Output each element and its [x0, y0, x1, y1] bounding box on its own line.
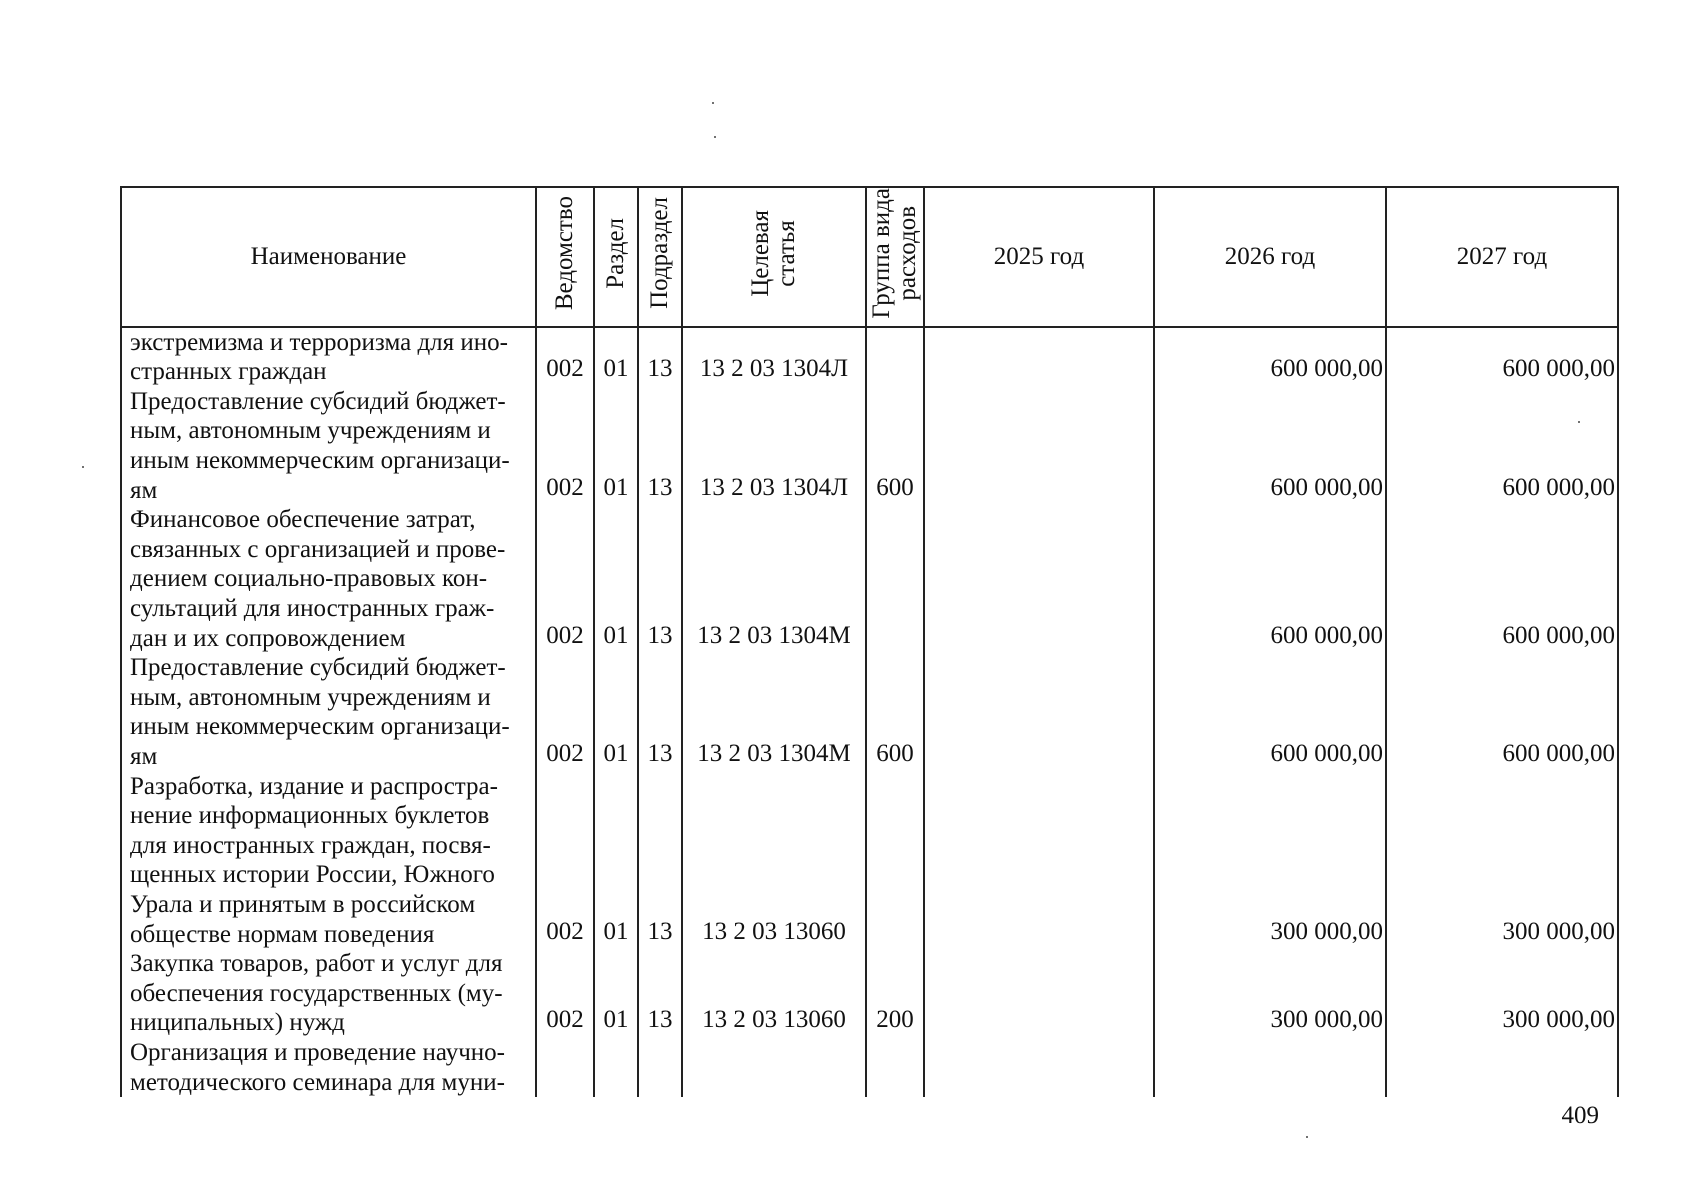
cell-celevaya: 13 2 03 13060 — [682, 949, 866, 1038]
header-name — [121, 187, 536, 327]
scan-speck — [712, 102, 714, 104]
cell-vedomstvo: 002 — [536, 772, 594, 950]
cell-gruppa: 600 — [866, 387, 924, 505]
cell-vedomstvo: 002 — [536, 327, 594, 387]
cell-vedomstvo — [536, 1038, 594, 1097]
cell-gruppa — [866, 1038, 924, 1097]
table-row — [121, 772, 1618, 950]
header-name-label: Наименование — [250, 242, 407, 270]
cell-celevaya — [682, 1038, 866, 1097]
cell-2027: 300 000,00 — [1386, 772, 1618, 950]
header-razdel-label: Раздел — [602, 217, 629, 289]
cell-name: Предоставление субсидий бюджет- ным, автономным учреждениям и иным некоммерческим организаци- ям — [121, 387, 536, 505]
table-row — [121, 653, 1618, 771]
scan-speck — [714, 136, 716, 138]
cell-2026: 300 000,00 — [1154, 949, 1386, 1038]
cell-podrazdel: 13 — [638, 505, 682, 653]
table-row — [121, 949, 1618, 1038]
scan-speck — [1578, 421, 1580, 423]
header-podrazdel — [638, 187, 682, 327]
cell-razdel: 01 — [594, 387, 638, 505]
table-row — [121, 505, 1618, 653]
cell-podrazdel — [638, 1038, 682, 1097]
cell-razdel: 01 — [594, 949, 638, 1038]
cell-podrazdel: 13 — [638, 327, 682, 387]
cell-2025 — [924, 949, 1154, 1038]
header-2026 — [1154, 187, 1386, 327]
cell-vedomstvo: 002 — [536, 653, 594, 771]
cell-razdel: 01 — [594, 653, 638, 771]
cell-gruppa: 200 — [866, 949, 924, 1038]
cell-2025 — [924, 387, 1154, 505]
cell-2025 — [924, 505, 1154, 653]
cell-2027: 600 000,00 — [1386, 387, 1618, 505]
cell-name: экстремизма и терроризма для ино- странных граждан — [121, 327, 536, 387]
cell-celevaya: 13 2 03 1304М — [682, 505, 866, 653]
cell-2027 — [1386, 1038, 1618, 1097]
cell-podrazdel: 13 — [638, 653, 682, 771]
cell-2026: 600 000,00 — [1154, 327, 1386, 387]
cell-2026: 300 000,00 — [1154, 772, 1386, 950]
header-gruppa — [866, 187, 924, 327]
cell-2027: 600 000,00 — [1386, 505, 1618, 653]
table-row — [121, 327, 1618, 387]
header-gruppa-label: Группа вида расходов — [868, 188, 921, 319]
cell-2027: 300 000,00 — [1386, 949, 1618, 1038]
cell-name: Закупка товаров, работ и услуг для обеспечения государственных (му- ниципальных) нужд — [121, 949, 536, 1038]
cell-2025 — [924, 653, 1154, 771]
cell-razdel: 01 — [594, 772, 638, 950]
header-razdel — [594, 187, 638, 327]
cell-2025 — [924, 327, 1154, 387]
cell-vedomstvo: 002 — [536, 505, 594, 653]
cell-vedomstvo: 002 — [536, 949, 594, 1038]
table-body — [121, 327, 1618, 1097]
cell-2026: 600 000,00 — [1154, 387, 1386, 505]
cell-2025 — [924, 1038, 1154, 1097]
cell-2027: 600 000,00 — [1386, 327, 1618, 387]
header-2027-label: 2027 год — [1456, 242, 1548, 270]
cell-podrazdel: 13 — [638, 387, 682, 505]
page-number: 409 — [1561, 1102, 1599, 1129]
cell-2027: 600 000,00 — [1386, 653, 1618, 771]
header-podrazdel-label: Подраздел — [646, 197, 673, 310]
cell-name: Предоставление субсидий бюджет- ным, автономным учреждениям и иным некоммерческим организаци- ям — [121, 653, 536, 771]
cell-podrazdel: 13 — [638, 949, 682, 1038]
header-2027 — [1386, 187, 1618, 327]
table-row — [121, 387, 1618, 505]
cell-razdel: 01 — [594, 327, 638, 387]
cell-gruppa — [866, 327, 924, 387]
header-2026-label: 2026 год — [1224, 242, 1316, 270]
header-vedomstvo — [536, 187, 594, 327]
header-2025 — [924, 187, 1154, 327]
header-vedomstvo-label: Ведомство — [551, 196, 578, 311]
cell-gruppa: 600 — [866, 653, 924, 771]
cell-2026 — [1154, 1038, 1386, 1097]
scan-speck — [82, 466, 84, 468]
cell-celevaya: 13 2 03 1304Л — [682, 387, 866, 505]
cell-razdel — [594, 1038, 638, 1097]
cell-name: Финансовое обеспечение затрат, связанных с организацией и прове- дением социально-правовых кон- сультаций для иностранных граж- дан и их сопровождением — [121, 505, 536, 653]
cell-name: Организация и проведение научно- методического семинара для муни- — [121, 1038, 536, 1097]
cell-celevaya: 13 2 03 13060 — [682, 772, 866, 950]
cell-2026: 600 000,00 — [1154, 505, 1386, 653]
cell-celevaya: 13 2 03 1304М — [682, 653, 866, 771]
header-celevaya-label: Целевая статья — [747, 209, 800, 297]
cell-celevaya: 13 2 03 1304Л — [682, 327, 866, 387]
cell-gruppa — [866, 772, 924, 950]
cell-gruppa — [866, 505, 924, 653]
header-celevaya — [682, 187, 866, 327]
table-header — [121, 187, 1618, 327]
budget-table-container — [120, 186, 1617, 1097]
cell-podrazdel: 13 — [638, 772, 682, 950]
header-2025-label: 2025 год — [993, 242, 1085, 270]
cell-2025 — [924, 772, 1154, 950]
cell-name: Разработка, издание и распростра- нение информационных буклетов для иностранных граждан, посвя- щенных истории России, Южного Урала и принятым в российском обществе нормам поведения — [121, 772, 536, 950]
budget-table — [120, 186, 1619, 1097]
scan-speck — [1306, 1136, 1308, 1138]
cell-2026: 600 000,00 — [1154, 653, 1386, 771]
table-row — [121, 1038, 1618, 1097]
cell-razdel: 01 — [594, 505, 638, 653]
cell-vedomstvo: 002 — [536, 387, 594, 505]
